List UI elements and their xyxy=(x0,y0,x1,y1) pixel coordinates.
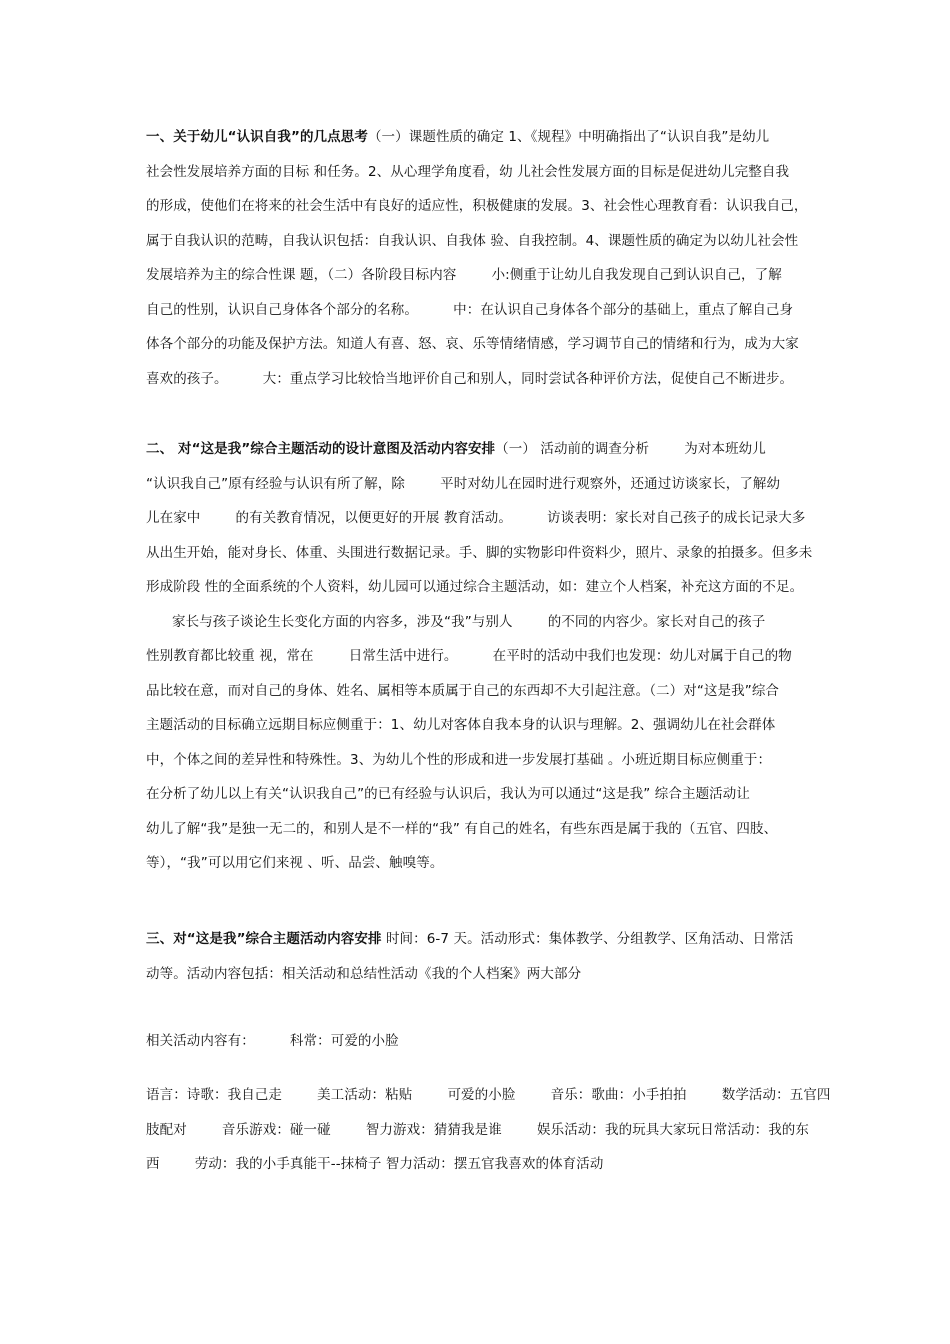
section-3 xyxy=(146,922,814,991)
paragraph-line: 在分析了幼儿以上有关“认识我自己”的已有经验与认识后，我认为可以通过“这是我” 综合主题活动让 xyxy=(146,786,750,802)
related-activities xyxy=(146,1024,814,1059)
paragraph-line: 主题活动的目标确立远期目标应侧重于：1、幼儿对客体自我本身的认识与理解。2、强调幼儿在社会群体 xyxy=(146,717,776,733)
paragraph-line: 自己的性别，认识自己身体各个部分的名称。 中：在认识自己身体各个部分的基础上，重点了解自己身 xyxy=(146,301,794,318)
section-2-heading: 二、 对“这是我”综合主题活动的设计意图及活动内容安排 xyxy=(146,441,496,457)
section-2-text: （一） 活动前的调查分析 为对本班幼儿 xyxy=(495,441,766,457)
activities-list xyxy=(146,1078,831,1182)
paragraph-line: 形成阶段 性的全面系统的个人资料，幼儿园可以通过综合主题活动，如：建立个人档案，补充这方面的不足。 xyxy=(146,579,804,595)
paragraph-line: 家长与孩子谈论生长变化方面的内容多，涉及“我”与别人 的不同的内容少。家长对自己的孩子 xyxy=(172,613,766,630)
section-3-heading: 三、对“这是我”综合主题活动内容安排 xyxy=(146,931,382,947)
paragraph-line: 的形成，使他们在将来的社会生活中有良好的适应性，积极健康的发展。3、社会性心理教育看：认识我自己， xyxy=(146,198,808,214)
section-1 xyxy=(146,120,814,396)
activities-line: 肢配对 音乐游戏：碰一碰 智力游戏：猜猜我是谁 娱乐活动：我的玩具大家玩日常活动：我的东 xyxy=(146,1121,809,1138)
paragraph-line: 从出生开始，能对身长、体重、头围进行数据记录。手、脚的实物影印件资料少，照片、录象的拍摄多。但多未 xyxy=(146,544,813,561)
paragraph-line: 品比较在意，而对自己的身体、姓名、属相等本质属于自己的东西却不大引起注意。（二）对“这是我”综合 xyxy=(146,682,780,699)
section-3-line-1 xyxy=(146,922,814,957)
paragraph-line: 儿在家中 的有关教育情况，以便更好的开展 教育活动。 访谈表明：家长对自己孩子的成长记录大多 xyxy=(146,510,806,526)
paragraph-line: 属于自我认识的范畴，自我认识包括：自我认识、自我体 验、自我控制。4、课题性质的确定为以幼儿社会性 xyxy=(146,232,799,249)
activities-line: 语言：诗歌：我自己走 美工活动：粘贴 可爱的小脸 音乐：歌曲：小手拍拍 数学活动：五官四 xyxy=(146,1087,831,1103)
activities-line: 西 劳动：我的小手真能干--抹椅子 智力活动：摆五官我喜欢的体育活动 xyxy=(146,1156,604,1172)
paragraph-line: 社会性发展培养方面的目标 和任务。2、从心理学角度看，幼 儿社会性发展方面的目标是促进幼儿完整自我 xyxy=(146,163,790,180)
section-3-text: 时间：6-7 天。活动形式：集体教学、分组教学、区角活动、日常活 xyxy=(381,931,794,947)
paragraph-line: 喜欢的孩子。 大：重点学习比较恰当地评价自己和别人，同时尝试各种评价方法，促使自己不断进步。 xyxy=(146,370,794,387)
paragraph-line: 性别教育都比较重 视，常在 日常生活中进行。 在平时的活动中我们也发现：幼儿对属于自己的物 xyxy=(146,648,792,664)
paragraph-line: 幼儿了解“我”是独一无二的，和别人是不一样的“我” 有自己的姓名，有些东西是属于我的（五官、四肢、 xyxy=(146,820,778,837)
related-activities-line: 相关活动内容有： 科常：可爱的小脸 xyxy=(146,1033,399,1049)
section-1-heading: 一、关于幼儿“认识自我”的几点思考 xyxy=(146,129,368,145)
paragraph-line: 等），“我”可以用它们来视 、听、品尝、触嗅等。 xyxy=(146,855,444,871)
section-2 xyxy=(146,432,814,881)
paragraph-line: 中，个体之间的差异性和特殊性。3、为幼儿个性的形成和进一步发展打基础 。小班近期目标应侧重于： xyxy=(146,751,772,768)
paragraph-line: 发展培养为主的综合性课 题，（二）各阶段目标内容 小:侧重于让幼儿自我发现自己到认识自己，了解 xyxy=(146,267,782,283)
section-1-line-1 xyxy=(146,120,814,155)
paragraph-line: 动等。活动内容包括：相关活动和总结性活动《我的个人档案》两大部分 xyxy=(146,965,582,982)
paragraph-line: 体各个部分的功能及保护方法。知道人有喜、怒、哀、乐等情绪情感，学习调节自己的情绪和行为，成为大家 xyxy=(146,336,799,352)
paragraph-line: “认识我自己”原有经验与认识有所了解，除 平时对幼儿在园时进行观察外，还通过访谈家长，了解幼 xyxy=(146,475,781,492)
section-2-line-1 xyxy=(146,432,814,467)
section-1-text: （一）课题性质的确定 1、《规程》中明确指出了“认识自我”是幼儿 xyxy=(367,129,770,145)
